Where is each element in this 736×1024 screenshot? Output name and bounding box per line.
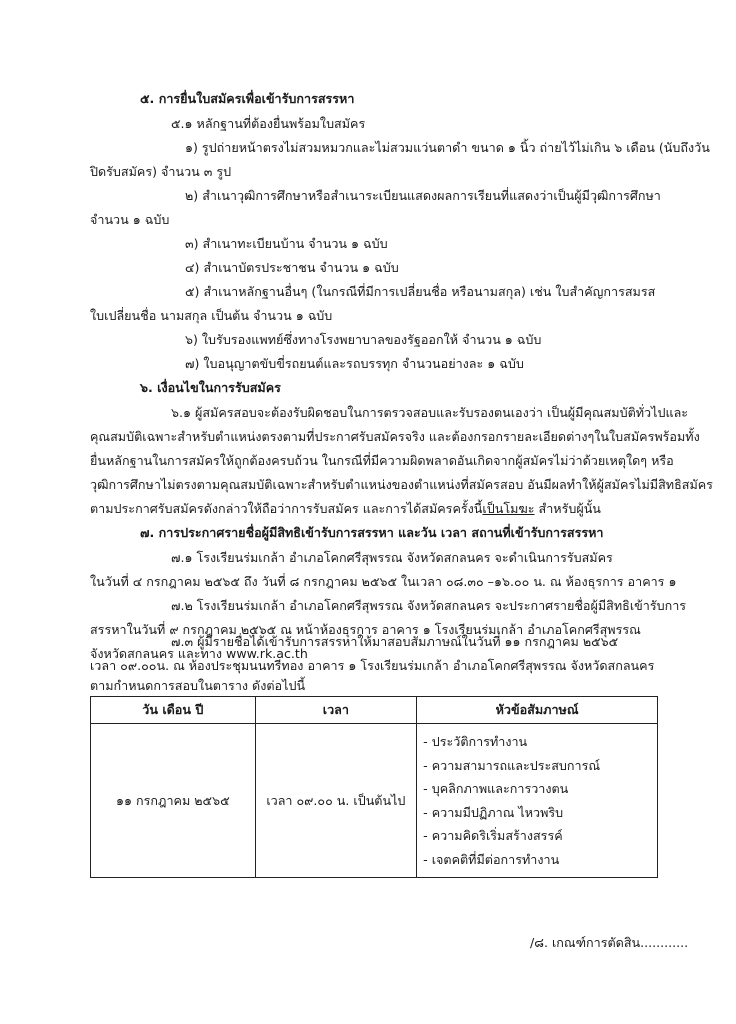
cell-topics (417, 724, 658, 878)
item-6: ๖) ใบรับรองแพทย์ซึ่งทางโรงพยาบาลของรัฐออกให้ จำนวน ๑ ฉบับ (185, 332, 542, 347)
announce-7-1-line-1: ๗.๑ โรงเรียนร่มเกล้า อำเภอโคกศรีสุพรรณ จังหวัดสกลนคร จะดำเนินการรับสมัคร (171, 550, 613, 565)
table-header-row (91, 697, 658, 724)
section-5-heading: ๕. การยื่นใบสมัครเพื่อเข้ารับการสรรหา (140, 91, 355, 106)
announce-7-2-line-2: สรรหาในวันที่ ๙ กรกฎาคม ๒๕๖๕ ณ หน้าห้องธุรการ อาคาร ๑ โรงเรียนร่มเกล้า อำเภอโคกศรีสุพรรณ (90, 622, 641, 637)
item-5-line-2: ใบเปลี่ยนชื่อ นามสกุล เป็นต้น จำนวน ๑ ฉบับ (90, 308, 333, 323)
header-date: วัน เดือน ปี (91, 697, 256, 724)
section-7-heading: ๗. การประกาศรายชื่อผู้มีสิทธิเข้ารับการสรรหา และวัน เวลา สถานที่เข้ารับการสรรหา (140, 525, 604, 540)
condition-line-5 (90, 501, 601, 517)
exam-7-3-line-1-visible: ๗.๓ ผู้มีรายชื่อได้เข้ารับการสรรหาให้มาสอบสัมภาษณ์ในวันที่ ๑๑ กรกฎาคม ๒๕๖๕ (171, 634, 619, 649)
subsection-5-1: ๕.๑ หลักฐานที่ต้องยื่นพร้อมใบสมัคร (171, 116, 366, 131)
table-row (91, 724, 658, 878)
condition-line-5-end: สำหรับผู้นั้น (534, 501, 601, 516)
header-time: เวลา (255, 697, 417, 724)
exam-7-3-line-2: เวลา ๐๙.๐๐น. ณ ห้องประชุมนนทรีทอง อาคาร ๑ โรงเรียนร่มเกล้า อำเภอโคกศรีสุพรรณ จังหวัดสกลนคร (90, 658, 655, 673)
item-2-line-1: ๒) สำเนาวุฒิการศึกษาหรือสำเนาระเบียนแสดงผลการเรียนที่แสดงว่าเป็นผู้มีวุฒิการศึกษา (185, 188, 661, 203)
item-7: ๗) ใบอนุญาตขับขี่รถยนต์และรถบรรทุก จำนวนอย่างละ ๑ ฉบับ (185, 356, 524, 371)
item-4: ๔) สำเนาบัตรประชาชน จำนวน ๑ ฉบับ (185, 260, 399, 275)
condition-line-3: ยื่นหลักฐานในการสมัครให้ถูกต้องครบถ้วน ในกรณีที่มีความผิดพลาดอันเกิดจากผู้สมัครไม่ว่าด้วยเหตุใดๆ หรือ (90, 453, 674, 468)
exam-7-3-line-3: ตามกำหนดการสอบในตาราง ดังต่อไปนี้ (90, 678, 306, 693)
topic-item: - เจตคติที่มีต่อการทำงาน (423, 851, 560, 867)
announce-7-1-line-2: ในวันที่ ๔ กรกฎาคม ๒๕๖๕ ถึง วันที่ ๘ กรกฎาคม ๒๕๖๕ ในเวลา ๐๘.๓๐ –๑๖.๐๐ น. ณ ห้องธุรการ อาคาร ๑ (90, 574, 677, 589)
interview-schedule-table (90, 696, 658, 878)
topic-item: - บุคลิกภาพและการวางตน (423, 781, 569, 796)
void-term: เป็นโมฆะ (482, 501, 535, 516)
cell-date: ๑๑ กรกฎาคม ๒๕๖๕ (91, 724, 256, 878)
condition-line-5-text: ตามประกาศรับสมัครดังกล่าวให้ถือว่าการรับสมัคร และการได้สมัครครั้งนี้ (90, 501, 483, 516)
item-1-line-2: ปิดรับสมัคร) จำนวน ๓ รูป (90, 164, 232, 179)
item-1-line-1: ๑) รูปถ่ายหน้าตรงไม่สวมหมวกและไม่สวมแว่นตาดำ ขนาด ๑ นิ้ว ถ่ายไว้ไม่เกิน ๖ เดือน (นับถึงวัน (185, 140, 710, 155)
topic-item: - ความสามารถและประสบการณ์ (423, 757, 601, 773)
topic-item: - ความมีปฏิภาณ ไหวพริบ (423, 804, 564, 820)
item-2-line-2: จำนวน ๑ ฉบับ (90, 212, 170, 227)
condition-line-4: วุฒิการศึกษาไม่ตรงตามคุณสมบัติเฉพาะสำหรับตำแหน่งของตำแหน่งที่สมัครสอบ อันมีผลทำให้ผู้สมัครไม่มีสิทธิสมัคร (90, 477, 713, 492)
condition-line-1: ๖.๑ ผู้สมัครสอบจะต้องรับผิดชอบในการตรวจสอบและรับรองตนเองว่า เป็นผู้มีคุณสมบัติทั่วไปและ (171, 405, 689, 420)
announce-7-2-line-3: จังหวัดสกลนคร และทาง www.rk.ac.th (90, 646, 308, 661)
next-page-footer: /๘. เกณฑ์การตัดสิน............ (530, 935, 689, 950)
cell-time: เวลา ๐๙.๐๐ น. เป็นต้นไป (255, 724, 417, 878)
condition-line-2: คุณสมบัติเฉพาะสำหรับตำแหน่งตรงตามที่ประกาศรับสมัครจริง และต้องกรอกรายละเอียดต่างๆในใบสมัครพร้อมทั้ง (90, 429, 700, 444)
topic-item: - ประวัติการทำงาน (423, 734, 528, 749)
announce-7-2-line-1: ๗.๒ โรงเรียนร่มเกล้า อำเภอโคกศรีสุพรรณ จังหวัดสกลนคร จะประกาศรายชื่อผู้มีสิทธิเข้ารับการ (171, 598, 687, 613)
header-topics: หัวข้อสัมภาษณ์ (417, 697, 658, 724)
section-6-heading: ๖. เงื่อนไขในการรับสมัคร (140, 380, 281, 395)
topic-item: - ความคิดริเริ่มสร้างสรรค์ (423, 828, 563, 843)
item-3: ๓) สำเนาทะเบียนบ้าน จำนวน ๑ ฉบับ (185, 236, 388, 251)
item-5-line-1: ๕) สำเนาหลักฐานอื่นๆ (ในกรณีที่มีการเปลี่ยนชื่อ หรือนามสกุล) เช่น ใบสำคัญการสมรส (185, 284, 656, 299)
